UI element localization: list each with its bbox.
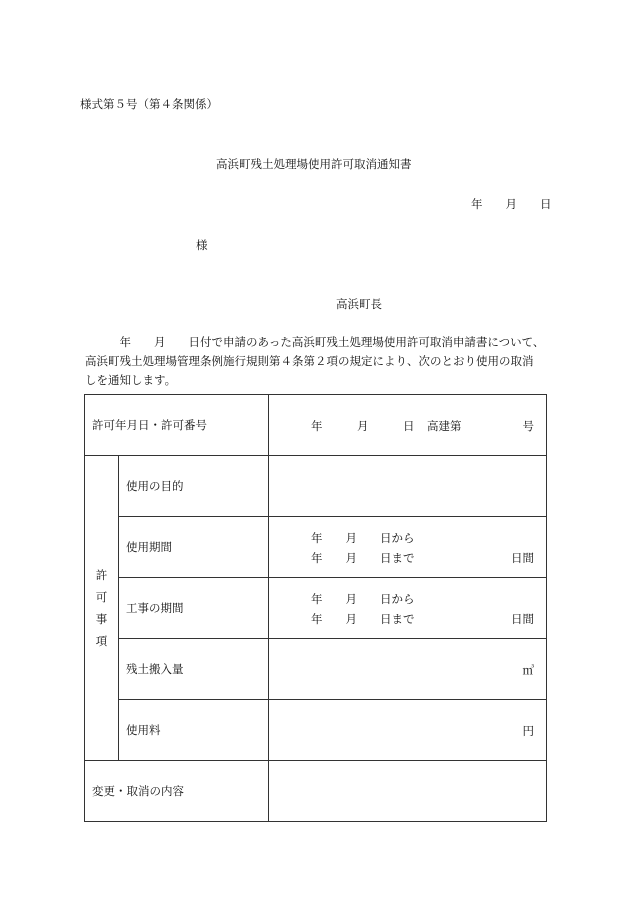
table-row (85, 517, 547, 578)
permit-date-number-label: 許可年月日・許可番号 (85, 395, 269, 456)
body-line: しを通知します。 (85, 373, 177, 387)
work-period-value (269, 578, 547, 639)
fee-value (269, 700, 547, 761)
permit-date-number-cell (269, 395, 547, 456)
permit-date-value: 年 月 日 (311, 419, 415, 433)
change-value (269, 761, 547, 822)
permit-number-prefix: 高建第 (427, 419, 462, 433)
soil-amount-label: 残土搬入量 (119, 639, 269, 700)
table-row (85, 700, 547, 761)
work-period-label: 工事の期間 (119, 578, 269, 639)
body-text (85, 333, 550, 390)
work-period-from: 年 月 日から (311, 592, 415, 606)
addressee-suffix: 様 (196, 238, 208, 252)
work-period-to: 年 月 日まで (311, 612, 415, 626)
soil-amount-value (269, 639, 547, 700)
permit-table (84, 394, 547, 822)
table-row (85, 761, 547, 822)
fee-unit: 円 (522, 724, 534, 738)
table-row (85, 395, 547, 456)
fee-label: 使用料 (119, 700, 269, 761)
permit-number-suffix: 号 (522, 419, 534, 433)
table-row (85, 456, 547, 517)
body-line: 年 月 日付で申請のあった高浜町残土処理場使用許可取消申請書について、 (85, 335, 545, 349)
document-title: 高浜町残土処理場使用許可取消通知書 (216, 157, 412, 171)
change-label: 変更・取消の内容 (85, 761, 269, 822)
purpose-value (269, 456, 547, 517)
purpose-label: 使用の目的 (119, 456, 269, 517)
table-row (85, 578, 547, 639)
period-to: 年 月 日まで (311, 551, 415, 565)
period-label: 使用期間 (119, 517, 269, 578)
form-number: 様式第５号（第４条関係） (80, 97, 218, 111)
body-line: 高浜町残土処理場管理条例施行規則第４条第２項の規定により、次のとおり使用の取消 (85, 354, 534, 368)
period-from: 年 月 日から (311, 531, 415, 545)
soil-amount-unit: ㎥ (522, 663, 534, 677)
work-period-days-unit: 日間 (511, 612, 534, 626)
issuer: 高浜町長 (336, 297, 382, 311)
permit-items-label: 許 可 事 項 (85, 456, 119, 761)
period-value (269, 517, 547, 578)
period-days-unit: 日間 (511, 551, 534, 565)
date-line: 年 月 日 (471, 197, 552, 211)
table-row (85, 639, 547, 700)
